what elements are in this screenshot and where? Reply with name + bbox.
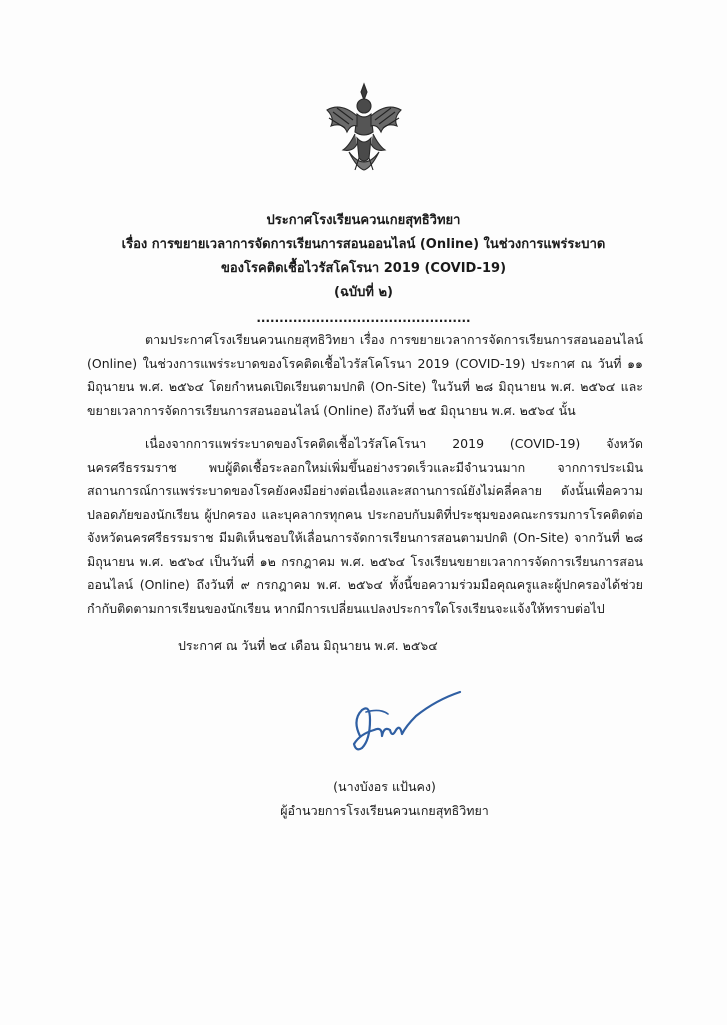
separator-dots: ............................................... — [256, 311, 471, 325]
body-paragraph-2: เนื่องจากการแพร่ระบาดของโรคติดเชื้อไวรัสโคโรนา 2019 (COVID-19) จังหวัดนครศรีธรรมราช พบผู้ติดเชื้อระลอกใหม่เพิ่มขึ้นอย่างรวดเร็วและมีจำนวนมาก จากการประเมินสถานการณ์การแพร่ระบาดของโรคยังคงมีอย่างต่อเนื่องและสถานการณ์ยังไม่คลี่คลาย ดังนั้นเพื่อความปลอดภัยของนักเรียน ผู้ปกครอง และบุคลากรทุกคน ประกอบกับมติที่ประชุมของคณะกรรมการโรคติดต่อจังหวัดนครศรีธรรมราช มีมติเห็นชอบให้เลื่อนการจัดการเรียนการสอนตามปกติ (On-Site) จากวันที่ ๒๘ มิถุนายน พ.ศ. ๒๕๖๔ เป็นวันที่ ๑๒ กรกฎาคม พ.ศ. ๒๕๖๔ โรงเรียนขยายเวลาการจัดการเรียนการสอนออนไลน์ (Online) ถึงวันที่ ๙ กรกฎาคม พ.ศ. ๒๕๖๔ ทั้งนี้ขอความร่วมมือคุณครูและผู้ปกครองได้ช่วยกำกับติดตามการเรียนของนักเรียน หากมีการเปลี่ยนแปลงประการใดโรงเรียนจะแจ้งให้ทราบต่อไป — [87, 436, 643, 616]
signer-name: (นางบังอร แป้นคง) — [333, 779, 436, 794]
announcement-title: ประกาศโรงเรียนควนเกยสุทธิวิทยา — [266, 213, 461, 228]
handwritten-signature-icon — [340, 690, 464, 760]
body-paragraph-1: ตามประกาศโรงเรียนควนเกยสุทธิวิทยา เรื่อง การขยายเวลาการจัดการเรียนการสอนออนไลน์ (Online) ในช่วงการแพร่ระบาดของโรคติดเชื้อไวรัสโคโรนา 2019 (COVID-19) ประกาศ ณ วันที่ ๑๑ มิถุนายน พ.ศ. ๒๕๖๔ โดยกำหนดเปิดเรียนตามปกติ (On-Site) ในวันที่ ๒๘ มิถุนายน พ.ศ. ๒๕๖๔ และขยายเวลาการจัดการเรียนการสอนออนไลน์ (Online) ถึงวันที่ ๒๕ มิถุนายน พ.ศ. ๒๕๖๔ นั้น — [87, 332, 643, 418]
signer-title: ผู้อำนวยการโรงเรียนควนเกยสุทธิวิทยา — [280, 803, 489, 818]
announcement-subject-cont: ของโรคติดเชื้อไวรัสโคโรนา 2019 (COVID-19) — [220, 261, 507, 276]
announcement-date: ประกาศ ณ วันที่ ๒๔ เดือน มิถุนายน พ.ศ. ๒๕๖๔ — [178, 638, 438, 653]
garuda-emblem-icon — [323, 80, 405, 176]
announcement-subject: เรื่อง การขยายเวลาการจัดการเรียนการสอนออนไลน์ (Online) ในช่วงการแพร่ระบาด — [121, 237, 606, 252]
announcement-edition: (ฉบับที่ ๒) — [334, 285, 393, 300]
